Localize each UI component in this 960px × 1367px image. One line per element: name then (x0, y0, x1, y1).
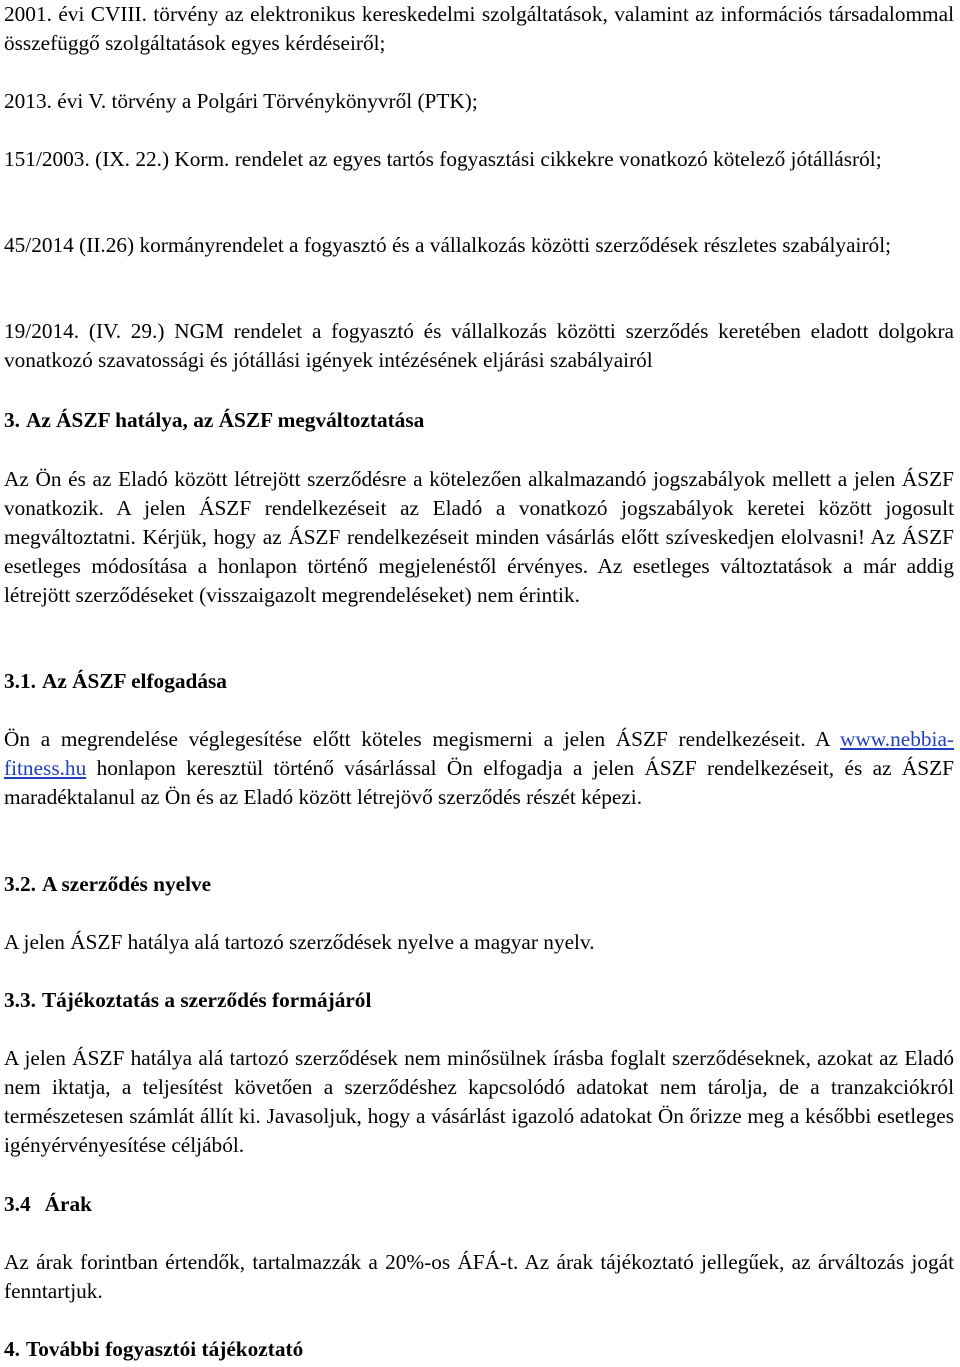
section-heading-3-3 (4, 986, 371, 1015)
section-number: 3.2. (4, 872, 36, 896)
reference-item: 2001. évi CVIII. törvény az elektronikus kereskedelmi szolgáltatások, valamint az információs társadalommal összefüggő szolgáltatások egyes kérdéseiről; (4, 2, 954, 55)
section-title: Tájékoztatás a szerződés formájáról (41, 988, 372, 1012)
section-heading-4 (4, 1335, 303, 1364)
section-text-3-3: A jelen ÁSZF hatálya alá tartozó szerződések nem minősülnek írásba foglalt szerződéseknek, azokat az Eladó nem iktatja, a teljesítést követően a szerződéshez kapcsolódó adatokat nem tárolja, de a tranzakciókról természetesen számlát állít ki. Javasoljuk, hogy a vásárlást igazoló adatokat Ön őrizze meg a későbbi esetleges igényérvényesítése céljából. (4, 1046, 954, 1157)
reference-item: 2013. évi V. törvény a Polgári Törvénykönyvről (PTK); (4, 89, 478, 113)
section-text-3: Az Ön és az Eladó között létrejött szerződésre a kötelezően alkalmazandó jogszabályok mellett a jelen ÁSZF vonatkozik. A jelen ÁSZF rendelkezéseit az Eladó a vonatkozó jogszabályok keretei között jogosult megváltoztatni. Kérjük, hogy az ÁSZF rendelkezéseit minden vásárlás előtt szíveskedjen elolvasni! Az ÁSZF esetleges módosítása a honlapon történő megjelenéstől érvényes. Az esetleges változtatások a már addig létrejött szerződéseket (visszaigazolt megrendeléseket) nem érintik. (4, 467, 954, 607)
section-number: 3. (4, 408, 20, 432)
section-number: 3.1. (4, 669, 36, 693)
section-number: 4. (4, 1337, 20, 1361)
website-link[interactable]: www.nebbia-fitness.hu (4, 727, 954, 780)
section-heading-3-2 (4, 870, 211, 899)
reference-item: 19/2014. (IV. 29.) NGM rendelet a fogyasztó és vállalkozás közötti szerződés keretében eladott dolgokra vonatkozó szavatossági és jótállási igények intézésének eljárási szabályairól (4, 319, 954, 372)
section-number: 3.3. (4, 988, 36, 1012)
section-title: További fogyasztói tájékoztató (25, 1337, 304, 1361)
section-heading-3 (4, 406, 424, 435)
section-number: 3.4 (4, 1192, 31, 1216)
section-title: Az ÁSZF hatálya, az ÁSZF megváltoztatása (25, 408, 425, 432)
section-heading-3-1 (4, 667, 227, 696)
reference-item: 45/2014 (II.26) kormányrendelet a fogyasztó és a vállalkozás közötti szerződések részletes szabályairól; (4, 233, 892, 257)
text-segment: Ön a megrendelése véglegesítése előtt köteles megismerni a jelen ÁSZF rendelkezéseit. A (4, 727, 841, 751)
section-heading-3-4 (4, 1190, 92, 1219)
section-title: Az ÁSZF elfogadása (41, 669, 227, 693)
section-title: A szerződés nyelve (41, 872, 212, 896)
section-text-3-1 (4, 725, 954, 812)
section-text-3-4: Az árak forintban értendők, tartalmazzák a 20%-os ÁFÁ-t. Az árak tájékoztató jellegűek, az árváltozás jogát fenntartjuk. (4, 1250, 954, 1303)
text-segment: honlapon keresztül történő vásárlással Ön elfogadja a jelen ÁSZF rendelkezéseit, és az ÁSZF maradéktalanul az Ön és az Eladó között létrejövő szerződés részét képezi. (4, 756, 954, 809)
reference-item: 151/2003. (IX. 22.) Korm. rendelet az egyes tartós fogyasztási cikkekre vonatkozó kötelező jótállásról; (4, 147, 882, 171)
section-text-3-2: A jelen ÁSZF hatálya alá tartozó szerződések nyelve a magyar nyelv. (4, 930, 595, 954)
section-title: Árak (44, 1192, 92, 1216)
